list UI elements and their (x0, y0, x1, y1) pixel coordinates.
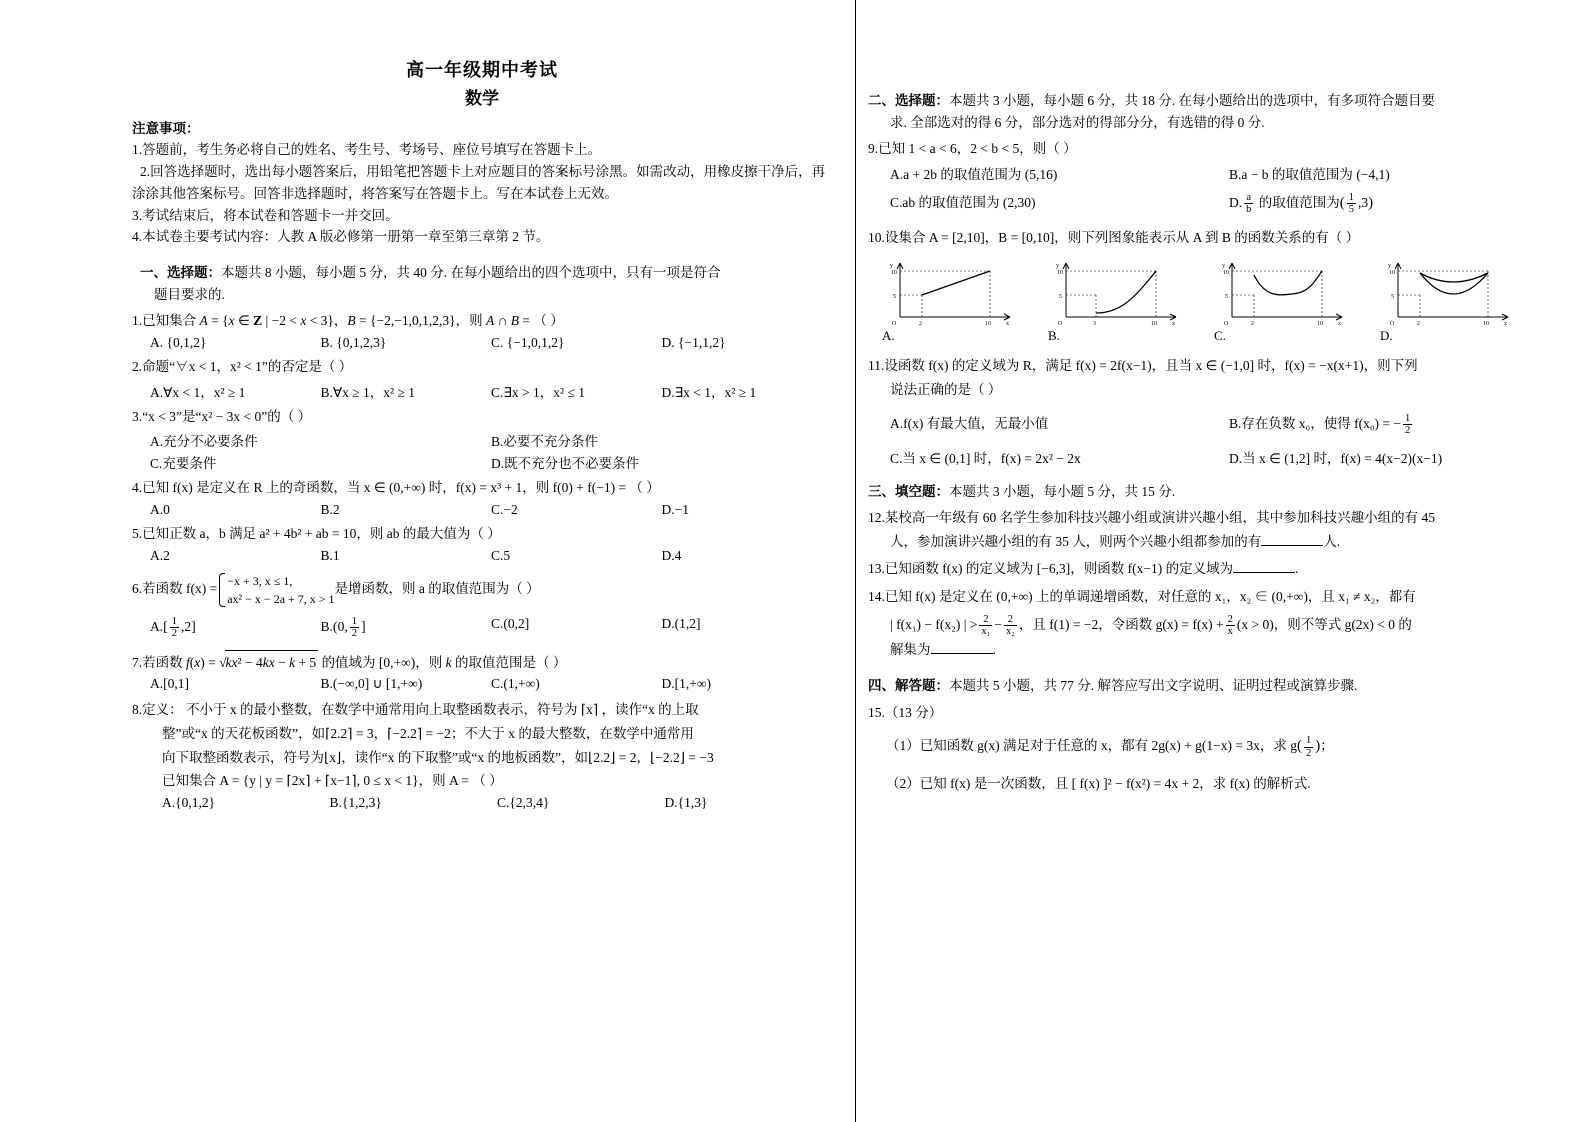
question-11-options-row-1 (890, 412, 1568, 437)
svg-text:5: 5 (1225, 294, 1228, 301)
subject-title: 数学 (465, 89, 499, 108)
graph-b-svg (1048, 255, 1188, 327)
question-2-options (150, 381, 832, 401)
question-12-answer-blank[interactable] (1261, 533, 1323, 546)
question-7-options (150, 676, 832, 692)
section-1-label: 一、选择题： (140, 265, 221, 281)
question-4-option-b[interactable]: B.2 (320, 501, 340, 517)
question-1-options (150, 335, 832, 351)
question-5-option-a[interactable]: A.2 (150, 547, 170, 563)
question-14-answer-blank[interactable] (931, 641, 993, 654)
question-2-option-b[interactable]: B.∀x ≥ 1，x² ≥ 1 (320, 384, 415, 400)
question-6-piecewise (217, 572, 334, 608)
question-3 (132, 405, 832, 429)
question-5 (132, 522, 832, 546)
question-15-part-2: （2）已知 f(x) 是一次函数，且 [ f(x) ]² − f(x²) = 4x + 2，求 f(x) 的解析式. (886, 775, 1311, 791)
svg-text:2: 2 (1251, 321, 1254, 328)
question-6-case-1: −x + 3, x ≤ 1, (227, 573, 293, 588)
question-6-stem-pre: 若函数 f(x) = (142, 580, 218, 596)
question-15 (868, 701, 1568, 725)
question-14-line-2: | f(x₁) − f(x₂) | > $\frac{2}{\text{x₁}}$ − $\frac{2}{\text{x₂}}$ ，且 f(1) = −2，令函数 g(x) = f(x) + $\frac{2}{x}$ (x > 0)，则不等式 g(2x) < 0 的 (890, 613, 1412, 638)
question-8-option-a[interactable]: A.{0,1,2} (162, 794, 216, 810)
question-6-number: 6. (132, 580, 143, 596)
question-1-stem: 已知集合 A = {x ∈ Z | −2 < x < 3}，B = {−2,−1,0,1,2,3}，则 A ∩ B = （ ） (142, 313, 564, 329)
question-10-stem: 设集合 A = [2,10]，B = [0,10]，则下列图象能表示从 A 到 B 的函数关系的有（ ） (884, 229, 1360, 245)
question-11-option-d[interactable]: D.当 x ∈ (1,2] 时，f(x) = 4(x−2)(x−1) (1229, 450, 1443, 466)
question-14 (868, 585, 1568, 661)
question-3-options-row-2 (150, 452, 832, 472)
question-15-part-1: （1）已知函数 g(x) 满足对于任意的 x，都有 2g(x) + g(1−x) = 3x，求 g( $\frac{1}{2}$ )； (886, 735, 1334, 759)
question-8 (132, 698, 832, 793)
question-1-option-b[interactable]: B. {0,1,2,3} (320, 335, 387, 351)
svg-text:10: 10 (985, 321, 991, 328)
question-10-graphs (882, 255, 1568, 344)
question-5-option-b[interactable]: B.1 (320, 547, 340, 563)
question-3-option-b[interactable]: B.必要不充分条件 (491, 434, 598, 450)
question-8-option-d[interactable]: D.{1,3} (664, 794, 708, 810)
question-5-options (150, 548, 832, 564)
question-10-graph-b-label: B. (1048, 328, 1060, 344)
question-9-number: 9. (868, 141, 879, 157)
question-1-option-d[interactable]: D. {−1,1,2} (661, 335, 726, 351)
svg-text:10: 10 (1389, 270, 1395, 277)
question-3-option-a[interactable]: A.充分不必要条件 (150, 434, 258, 450)
question-3-option-c[interactable]: C.充要条件 (150, 456, 217, 472)
notice-line-4: 4.本试卷主要考试内容：人教 A 版必修第一册第一章至第三章第 2 节。 (132, 229, 550, 245)
question-1-option-c[interactable]: C. {−1,0,1,2} (491, 335, 565, 351)
question-14-number: 14. (868, 589, 885, 605)
question-15-number: 15. (868, 704, 885, 720)
question-11 (868, 354, 1568, 401)
svg-text:x: x (1504, 321, 1507, 328)
svg-text:10: 10 (1317, 321, 1323, 328)
question-6-option-b[interactable]: B.(0, $\frac{1}{2}$ ] (320, 615, 366, 640)
question-9-options-row-2 (890, 191, 1568, 216)
question-6-case-2: ax² − x − 2a + 7, x > 1 (227, 591, 335, 606)
svg-text:O: O (1058, 321, 1063, 328)
question-10-graph-c-label: C. (1214, 328, 1226, 344)
question-13-number: 13. (868, 561, 885, 577)
section-1-text-2: 题目要求的. (154, 286, 225, 302)
question-9-option-a[interactable]: A.a + 2b 的取值范围为 (5,16) (890, 166, 1058, 182)
question-5-stem: 已知正数 a，b 满足 a² + 4b² + ab = 10，则 ab 的最大值为（ ） (142, 525, 501, 541)
question-10-graph-a (882, 255, 1022, 344)
question-8-line-4: 已知集合 A = {y | y = ⌈2x⌉ + ⌈x−1⌉, 0 ≤ x < 1}，则 A = （ ） (162, 773, 503, 789)
question-4-option-d[interactable]: D.−1 (661, 501, 689, 517)
question-1-option-a[interactable]: A. {0,1,2} (150, 335, 207, 351)
question-9-option-d[interactable]: D. $\frac{a}{b}$ 的取值范围为( $\frac{1}{5}$ ,3) (1229, 191, 1374, 216)
section-1-heading (132, 262, 832, 305)
question-1-number: 1. (132, 313, 143, 329)
question-11-option-c[interactable]: C.当 x ∈ (0,1] 时，f(x) = 2x² − 2x (890, 450, 1081, 466)
question-6-option-d[interactable]: D.(1,2] (661, 615, 701, 631)
question-8-option-b[interactable]: B.{1,2,3} (329, 794, 382, 810)
question-4-option-a[interactable]: A.0 (150, 501, 170, 517)
question-11-number: 11. (868, 358, 885, 374)
question-1 (132, 309, 832, 333)
question-2-stem: 命题“∀x < 1，x² < 1”的否定是（ ） (142, 359, 353, 375)
question-4-option-c[interactable]: C.−2 (491, 501, 518, 517)
question-7-option-a[interactable]: A.[0,1] (150, 676, 189, 692)
question-12-line-1: 某校高一年级有 60 名学生参加科技兴趣小组或演讲兴趣小组，其中参加科技兴趣小组的有 45 (884, 510, 1435, 526)
notice-line-1: 1.答题前，考生务必将自己的姓名、考生号、考场号、座位号填写在答题卡上。 (132, 142, 602, 157)
svg-text:y: y (1056, 263, 1059, 270)
question-13-period: . (1295, 561, 1299, 577)
svg-text:10: 10 (1151, 321, 1157, 328)
section-2-heading (868, 90, 1568, 133)
question-10-graph-d (1380, 255, 1520, 344)
column-divider (855, 0, 856, 1122)
question-4 (132, 476, 832, 500)
section-3-heading (868, 481, 1568, 503)
question-3-number: 3. (132, 408, 143, 424)
question-4-options (150, 502, 832, 518)
question-5-option-d[interactable]: D.4 (661, 547, 682, 563)
svg-text:3: 3 (1093, 321, 1096, 328)
question-5-option-c[interactable]: C.5 (491, 547, 511, 563)
question-2-option-c[interactable]: C.∃x > 1，x² ≤ 1 (491, 384, 585, 400)
graph-c-svg (1214, 255, 1354, 327)
question-8-options (162, 795, 832, 811)
question-10-graph-b (1048, 255, 1188, 344)
svg-text:10: 10 (1223, 270, 1229, 277)
question-3-option-d[interactable]: D.既不充分也不必要条件 (491, 456, 640, 472)
section-2-text: 本题共 3 小题，每小题 6 分，共 18 分. 在每小题给出的选项中，有多项符合题目要 (949, 93, 1435, 108)
question-7-number: 7. (132, 654, 143, 670)
section-4-heading (868, 675, 1568, 697)
question-6 (132, 572, 832, 608)
question-11-stem-2: 说法正确的是（ ） (890, 382, 1002, 398)
question-13-answer-blank[interactable] (1233, 560, 1295, 573)
question-8-option-c[interactable]: C.{2,3,4} (497, 794, 550, 810)
svg-text:10: 10 (1057, 270, 1063, 277)
question-8-number: 8. (132, 702, 143, 718)
question-10-graph-c (1214, 255, 1354, 344)
question-2 (132, 355, 832, 379)
section-2-label: 二、选择题： (868, 93, 949, 108)
notice-line-2: 2.回答选择题时，选出每小题答案后，用铅笔把答题卡上对应题目的答案标号涂黑。如需改动，用橡皮擦干净后，再涂涂其他答案标号。回答非选择题时，将答案写在答题卡上。写在本试卷上无效。 (132, 163, 826, 201)
right-column (868, 90, 1568, 797)
question-13 (868, 557, 1568, 581)
question-2-number: 2. (132, 359, 143, 375)
section-3-text: 本题共 3 小题，每小题 5 分，共 15 分. (949, 483, 1176, 499)
question-3-options-row-1 (150, 430, 832, 450)
svg-text:x: x (1172, 321, 1175, 328)
svg-text:5: 5 (1391, 294, 1394, 301)
svg-text:x: x (1006, 321, 1009, 328)
question-6-option-c[interactable]: C.(0,2] (491, 615, 530, 631)
question-2-option-d[interactable]: D.∃x < 1，x² ≥ 1 (661, 384, 757, 400)
question-10 (868, 226, 1568, 250)
question-7-option-b[interactable]: B.(−∞,0] ∪ [1,+∞) (320, 676, 423, 692)
question-8-line-2: 整”或“x 的天花板函数”，如⌈2.2⌉ = 3，⌈−2.2⌉ = −2；不大于 x 的最大整数，在数学中通常用 (162, 725, 694, 741)
question-11-option-b[interactable]: B.存在负数 x₀，使得 f(x₀) = − $\frac{1}{2}$ (1229, 412, 1411, 437)
question-7-option-d[interactable]: D.[1,+∞) (661, 676, 711, 692)
section-4-text: 本题共 5 小题，共 77 分. 解答应写出文字说明、证明过程或演算步骤. (949, 678, 1358, 694)
question-9 (868, 137, 1568, 161)
question-11-option-a[interactable]: A.f(x) 有最大值，无最小值 (890, 415, 1049, 431)
question-9-option-b[interactable]: B.a − b 的取值范围为 (−4,1) (1229, 166, 1390, 182)
section-2-text-2: 求. 全部选对的得 6 分，部分选对的得部分分，有选错的得 0 分. (890, 114, 1265, 130)
svg-text:O: O (1390, 321, 1395, 328)
svg-text:y: y (1388, 263, 1391, 270)
question-7-option-c[interactable]: C.(1,+∞) (491, 676, 540, 692)
graph-d-svg (1380, 255, 1520, 327)
left-column (132, 56, 832, 811)
question-12-line-2: 人，参加演讲兴趣小组的有 35 人，则两个兴趣小组都参加的有 人. (890, 533, 1341, 549)
svg-text:10: 10 (1483, 321, 1489, 328)
notice-heading: 注意事项： (132, 121, 200, 136)
question-11-options-row-2 (890, 447, 1568, 467)
question-4-stem: 已知 f(x) 是定义在 R 上的奇函数，当 x ∈ (0,+∞) 时，f(x) = x³ + 1，则 f(0) + f(−1) = （ ） (142, 480, 660, 496)
question-11-stem: 设函数 f(x) 的定义域为 R，满足 f(x) = 2f(x−1)，且当 x ∈ (−1,0] 时，f(x) = −x(x+1)，则下列 (884, 358, 1418, 374)
question-6-option-a[interactable]: A.[ $\frac{1}{2}$ ,2] (150, 615, 196, 640)
question-4-number: 4. (132, 480, 143, 496)
question-9-option-c[interactable]: C.ab 的取值范围为 (2,30) (890, 194, 1036, 210)
svg-text:2: 2 (919, 321, 922, 328)
question-14-line-3: 解集为 . (890, 641, 996, 657)
question-7-stem: 若函数 f(x) = √kx² − 4kx − k + 5 的值域为 [0,+∞)，则 k 的取值范围是（ ） (142, 655, 566, 670)
question-14-line-1: 已知 f(x) 是定义在 (0,+∞) 上的单调递增函数，对任意的 x₁，x₂ ∈ (0,+∞)，且 x₁ ≠ x₂，都有 (884, 589, 1416, 605)
section-1-text: 本题共 8 小题，每小题 5 分，共 40 分. 在每小题给出的四个选项中，只有一项是符合 (221, 265, 721, 281)
question-10-graph-d-label: D. (1380, 328, 1393, 344)
question-6-stem-post: 是增函数，则 a 的取值范围为（ ） (334, 580, 540, 596)
svg-text:5: 5 (1059, 294, 1062, 301)
question-7 (132, 650, 832, 675)
question-9-options-row-1 (890, 163, 1568, 183)
svg-text:10: 10 (891, 270, 897, 277)
graph-a-svg (882, 255, 1022, 327)
question-13-stem: 已知函数 f(x) 的定义域为 [−6,3]，则函数 f(x−1) 的定义域为 (884, 561, 1234, 577)
svg-text:O: O (1224, 321, 1229, 328)
question-5-number: 5. (132, 525, 143, 541)
svg-text:y: y (890, 263, 893, 270)
svg-text:y: y (1222, 263, 1225, 270)
question-10-graph-a-label: A. (882, 328, 895, 344)
svg-text:x: x (1338, 321, 1341, 328)
page-title: 高一年级期中考试 (406, 60, 558, 80)
question-3-stem: “x < 3”是“x² − 3x < 0”的（ ） (142, 408, 312, 424)
question-6-options (150, 616, 832, 640)
question-10-number: 10. (868, 229, 885, 245)
question-8-line-1: 定义： 不小于 x 的最小整数，在数学中通常用向上取整函数表示，符号为 ⌈x⌉ ，读作“x 的上取 (142, 702, 699, 718)
section-3-label: 三、填空题： (868, 483, 949, 499)
notice-line-3: 3.考试结束后，将本试卷和答题卡一并交回。 (132, 207, 399, 223)
question-2-option-a[interactable]: A.∀x < 1，x² ≥ 1 (150, 384, 246, 400)
question-15-score: （13 分） (884, 704, 943, 720)
svg-text:O: O (892, 321, 897, 328)
question-12-number: 12. (868, 510, 885, 526)
question-12 (868, 506, 1568, 553)
svg-text:2: 2 (1417, 321, 1420, 328)
question-8-line-3: 向下取整函数表示，符号为⌊x⌋，读作“x 的下取整”或“x 的地板函数”，如⌊2.2⌋ = 2，⌊−2.2⌋ = −3 (162, 749, 714, 765)
question-9-stem: 已知 1 < a < 6，2 < b < 5，则（ ） (878, 141, 1077, 157)
svg-text:5: 5 (893, 294, 896, 301)
section-4-label: 四、解答题： (868, 678, 949, 694)
